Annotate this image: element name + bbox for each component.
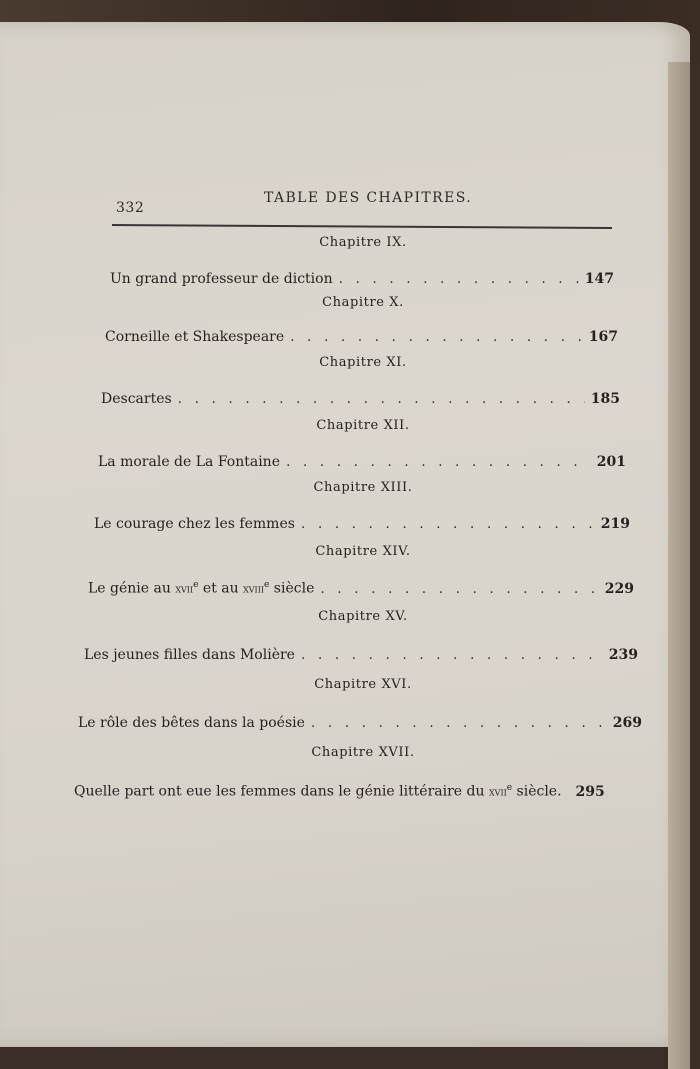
entry-page-number: 239 xyxy=(608,647,638,663)
entry-page-number: 269 xyxy=(612,715,642,731)
entry-title: La morale de La Fontaine xyxy=(98,454,280,470)
chapter-ix xyxy=(78,235,648,291)
toc-entry xyxy=(78,580,648,600)
page-edge xyxy=(668,62,690,1069)
toc-entry xyxy=(74,783,648,803)
entry-page-number: 167 xyxy=(588,329,618,345)
toc-entry xyxy=(78,715,648,735)
entry-title: Le génie au xvii$^e$ et au xviii$^e$ siècle xyxy=(88,580,315,597)
entry-title: Les jeunes filles dans Molière xyxy=(84,647,295,663)
chapter-xiii xyxy=(78,480,648,536)
dot-leader xyxy=(320,581,598,597)
entry-title: Le rôle des bêtes dans la poésie xyxy=(78,715,305,731)
chapter-heading: Chapitre XVII. xyxy=(311,745,415,760)
dot-leader xyxy=(311,715,607,731)
dot-leader xyxy=(301,516,595,532)
toc-entry xyxy=(78,454,648,474)
entry-page-number: 147 xyxy=(584,271,614,287)
toc-entry xyxy=(78,329,648,349)
chapter-heading: Chapitre XV. xyxy=(318,609,408,624)
table-of-contents xyxy=(74,235,648,803)
chapter-heading: Chapitre X. xyxy=(322,295,404,310)
page-header xyxy=(112,188,612,228)
toc-entry xyxy=(78,516,648,536)
page-number: 332 xyxy=(116,200,145,216)
entry-page-number: 201 xyxy=(596,454,626,470)
chapter-xi xyxy=(78,355,648,411)
toc-entry xyxy=(78,647,648,667)
entry-title: Quelle part ont eue les femmes dans le génie littéraire du xvii$^e$ siècle. xyxy=(74,783,562,800)
chapter-xvi xyxy=(78,677,648,735)
chapter-heading: Chapitre XI. xyxy=(319,355,407,370)
toc-entry xyxy=(78,391,648,411)
dot-leader xyxy=(339,271,579,287)
dot-leader xyxy=(178,391,585,407)
entry-page-number: 219 xyxy=(600,516,630,532)
entry-title: Un grand professeur de diction xyxy=(110,271,333,287)
running-title: TABLE DES CHAPITRES. xyxy=(264,190,473,206)
chapter-xvii xyxy=(74,745,648,803)
dot-leader xyxy=(301,647,603,663)
dot-leader xyxy=(290,329,583,345)
chapter-heading: Chapitre IX. xyxy=(319,235,407,250)
entry-title: Corneille et Shakespeare xyxy=(105,329,285,345)
chapter-heading: Chapitre XIV. xyxy=(315,544,411,559)
dot-leader xyxy=(286,454,591,470)
chapter-xii xyxy=(78,418,648,474)
entry-page-number: 185 xyxy=(590,391,620,407)
chapter-heading: Chapitre XVI. xyxy=(314,677,412,692)
toc-entry xyxy=(78,271,648,291)
entry-title: Le courage chez les femmes xyxy=(94,516,295,532)
entry-title: Descartes xyxy=(101,391,172,407)
chapter-heading: Chapitre XII. xyxy=(316,418,410,433)
chapter-heading: Chapitre XIII. xyxy=(313,480,413,495)
chapter-x xyxy=(78,295,648,349)
chapter-xiv xyxy=(78,544,648,600)
entry-page-number: 229 xyxy=(604,580,634,597)
entry-page-number: 295 xyxy=(575,783,605,800)
chapter-xv xyxy=(78,609,648,667)
